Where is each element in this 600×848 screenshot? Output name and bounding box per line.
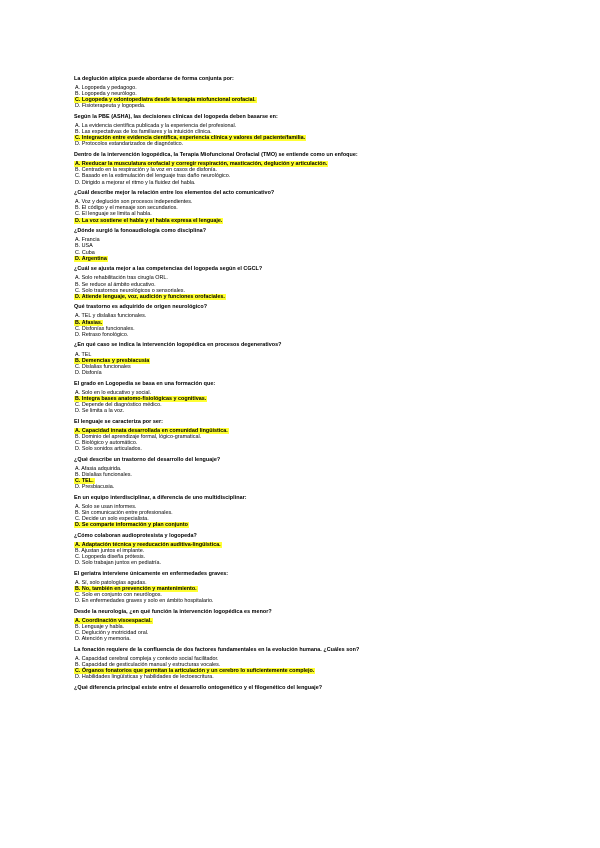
answer-options bbox=[74, 466, 414, 490]
option-text: D. Fisioterapeuta y logopeda. bbox=[75, 103, 146, 110]
option-text: C. Disfonías funcionales. bbox=[75, 325, 135, 332]
option-text: C. TEL. bbox=[75, 477, 94, 484]
answer-options bbox=[74, 618, 414, 642]
option-text: A. Coordinación visoespacial. bbox=[75, 617, 152, 624]
option-text: C. Órganos fonatorios que permitan la articulación y un cerebro lo suficientemente complejo. bbox=[75, 668, 315, 675]
option-text: C. Integración entre evidencia científica, experiencia clínica y valores del paciente/familia. bbox=[75, 135, 306, 142]
answer-options bbox=[74, 85, 414, 109]
option-text: D. En enfermedades graves y solo en ámbito hospitalario. bbox=[75, 598, 214, 605]
question-text: ¿Qué describe un trastorno del desarrollo del lenguaje? bbox=[74, 456, 221, 463]
option-text: D. Atiende lenguaje, voz, audición y funciones orofaciales. bbox=[75, 293, 225, 300]
exam-document bbox=[74, 76, 414, 694]
option-text: A. Capacidad innata desarrollada en comunidad lingüística. bbox=[75, 427, 228, 434]
option-text: B. Dominio del aprendizaje formal, lógico-gramatical. bbox=[75, 433, 202, 440]
answer-options bbox=[74, 161, 414, 185]
option-text: A. Voz y deglución son procesos independientes. bbox=[75, 199, 193, 206]
answer-options bbox=[74, 352, 414, 376]
answer-options bbox=[74, 504, 414, 528]
question-text: Dentro de la intervención logopédica, la Terapia Miofuncional Orofacial (TMO) se entiende como un enfoque: bbox=[74, 152, 358, 159]
answer-option bbox=[74, 446, 414, 452]
option-text: B. Logopeda y neurólogo. bbox=[75, 91, 137, 98]
option-text: A. TEL bbox=[75, 351, 92, 358]
answer-options bbox=[74, 656, 414, 680]
option-text: B. El código y el mensaje son secundarios. bbox=[75, 205, 178, 212]
highlighted-answer-option bbox=[74, 256, 414, 262]
question-text: Desde la neurología, ¿en qué función la intervención logopédica es menor? bbox=[74, 608, 272, 615]
answer-option bbox=[74, 180, 414, 186]
option-text: C. Depende del diagnóstico médico. bbox=[75, 401, 162, 408]
answer-options bbox=[74, 542, 414, 566]
option-text: A. Afasia adquirida. bbox=[75, 465, 122, 472]
answer-options bbox=[74, 428, 414, 452]
option-text: A. Logopeda y pedagogo. bbox=[75, 85, 137, 92]
option-text: D. Retraso fonológico. bbox=[75, 331, 129, 338]
option-text: A. Capacidad cerebral compleja y contexto social facilitador. bbox=[75, 656, 219, 663]
question-text: ¿Cuál se ajusta mejor a las competencias del logopeda según el CGCL? bbox=[74, 266, 263, 273]
question-text: En un equipo interdisciplinar, a diferencia de uno multidisciplinar: bbox=[74, 494, 247, 501]
answer-option bbox=[74, 560, 414, 566]
option-text: D. Presbiacusia. bbox=[75, 484, 115, 490]
option-text: D. Se limita a la voz. bbox=[75, 407, 125, 414]
option-text: B. No, también en prevención y mantenimiento. bbox=[75, 586, 197, 592]
option-text: C. Dislalias funcionales bbox=[75, 363, 131, 370]
option-text: A. TEL y dislalias funcionales. bbox=[75, 313, 147, 320]
option-text: D. Solo sonidos articulados. bbox=[75, 445, 142, 452]
option-text: C. Deglución y motricidad oral. bbox=[75, 630, 149, 637]
option-text: A. Solo se usan informes. bbox=[75, 503, 137, 510]
option-text: C. El lenguaje se limita al habla. bbox=[75, 211, 152, 218]
question-text: El grado en Logopedia se basa en una formación que: bbox=[74, 380, 216, 387]
question-text: El lenguaje se caracteriza por ser: bbox=[74, 418, 163, 425]
answer-options bbox=[74, 123, 414, 147]
option-text: C. Cuba bbox=[75, 249, 95, 256]
question-text: ¿Qué diferencia principal existe entre el desarrollo ontogenético y el filogenético del lenguaje? bbox=[74, 685, 323, 691]
option-text: A. Adaptación técnica y reeducación auditiva-lingüística. bbox=[75, 541, 221, 548]
question-text: La fonación requiere de la confluencia de dos factores fundamentales en la evolución humana. ¿Cuáles son? bbox=[74, 646, 360, 653]
question-text: ¿Cuál describe mejor la relación entre los elementos del acto comunicativo? bbox=[74, 190, 275, 197]
question-text: La deglución atípica puede abordarse de forma conjunta por: bbox=[74, 76, 234, 82]
answer-option bbox=[74, 598, 414, 604]
option-text: B. Lenguaje y habla. bbox=[75, 624, 125, 631]
question-text: ¿Cómo colaboran audioprotesista y logopeda? bbox=[74, 532, 197, 539]
option-text: A. La evidencia científica publicada y la experiencia del profesional. bbox=[75, 123, 237, 130]
highlighted-answer-option bbox=[74, 294, 414, 300]
option-text: D. Protocolos estandarizados de diagnóstico. bbox=[75, 141, 184, 148]
option-text: A. Francia bbox=[75, 237, 100, 244]
option-text: D. Dirigido a mejorar el ritmo y la fluidez del habla. bbox=[75, 179, 196, 186]
question-text: ¿Dónde surgió la fonoaudiología como disciplina? bbox=[74, 228, 207, 235]
answer-option bbox=[74, 408, 414, 414]
option-text: D. Disfonía bbox=[75, 369, 102, 376]
option-text: C. Solo en conjunto con neurólogos. bbox=[75, 592, 162, 599]
answer-option bbox=[74, 636, 414, 642]
option-text: D. Argentina bbox=[75, 255, 107, 262]
option-text: D. Atención y memoria. bbox=[75, 636, 131, 643]
answer-options bbox=[74, 313, 414, 337]
question-text: El geriatra interviene únicamente en enfermedades graves: bbox=[74, 570, 229, 577]
option-text: C. Logopeda diseña prótesis. bbox=[75, 554, 146, 561]
question-text: Qué trastorno es adquirido de origen neurológico? bbox=[74, 304, 208, 311]
answer-option bbox=[74, 484, 414, 490]
option-text: B. Capacidad de gesticulación manual y estructuras vocales. bbox=[75, 662, 221, 669]
option-text: C. Biológico y automático. bbox=[75, 439, 138, 446]
answer-options bbox=[74, 199, 414, 223]
option-text: A. Sí, solo patologías agudas. bbox=[75, 579, 147, 586]
option-text: A. Solo en lo educativo y social. bbox=[75, 389, 152, 396]
option-text: B. Integra bases anatomo-fisiológicas y cognitivas. bbox=[75, 395, 207, 402]
option-text: B. Sin comunicación entre profesionales. bbox=[75, 509, 173, 516]
option-text: B. Dislalias funcionales. bbox=[75, 471, 132, 478]
option-text: B. Demencias y presbiacusia bbox=[75, 357, 150, 364]
answer-options bbox=[74, 237, 414, 261]
option-text: B. Afasias. bbox=[75, 319, 103, 326]
option-text: D. Habilidades lingüísticas y habilidades de lectoescritura. bbox=[75, 674, 214, 681]
option-text: C. Decide un solo especialista. bbox=[75, 515, 149, 522]
answer-options bbox=[74, 580, 414, 604]
option-text: C. Basado en la estimulación del lenguaje tras daño neurológico. bbox=[75, 173, 231, 180]
highlighted-answer-option bbox=[74, 218, 414, 224]
option-text: A. Solo rehabilitación tras cirugía ORL. bbox=[75, 275, 168, 282]
question-text: Según la PBE (ASHA), las decisiones clínicas del logopeda deben basarse en: bbox=[74, 114, 278, 121]
option-text: D. Se comparte información y plan conjunto bbox=[75, 522, 188, 529]
option-text: B. Centrado en la respiración y la voz en casos de disfonía. bbox=[75, 167, 218, 174]
answer-options bbox=[74, 390, 414, 414]
option-text: D. La voz sostiene el habla y el habla expresa el lenguaje. bbox=[75, 217, 223, 224]
option-text: B. USA bbox=[75, 243, 93, 250]
option-text: B. Ajustan juntos el implante. bbox=[75, 547, 145, 554]
answer-option bbox=[74, 332, 414, 338]
highlighted-answer-option bbox=[74, 522, 414, 528]
answer-options bbox=[74, 275, 414, 299]
option-text: B. Se reduce al ámbito educativo. bbox=[75, 281, 156, 288]
option-text: B. Las expectativas de los familiares y la intuición clínica. bbox=[75, 129, 212, 136]
option-text: C. Logopeda y odontopediatra desde la terapia miofuncional orofacial. bbox=[75, 97, 256, 104]
option-text: A. Reeducar la musculatura orofacial y corregir respiración, masticación, deglución y articulación. bbox=[75, 161, 328, 168]
option-text: D. Solo trabajan juntos en pediatría. bbox=[75, 560, 162, 567]
question-text: ¿En qué caso se indica la intervención logopédica en procesos degenerativos? bbox=[74, 342, 282, 349]
option-text: C. Solo trastornos neurológicos o sensoriales. bbox=[75, 287, 185, 294]
answer-option bbox=[74, 141, 414, 147]
answer-option bbox=[74, 674, 414, 680]
answer-option bbox=[74, 103, 414, 109]
answer-option bbox=[74, 370, 414, 376]
